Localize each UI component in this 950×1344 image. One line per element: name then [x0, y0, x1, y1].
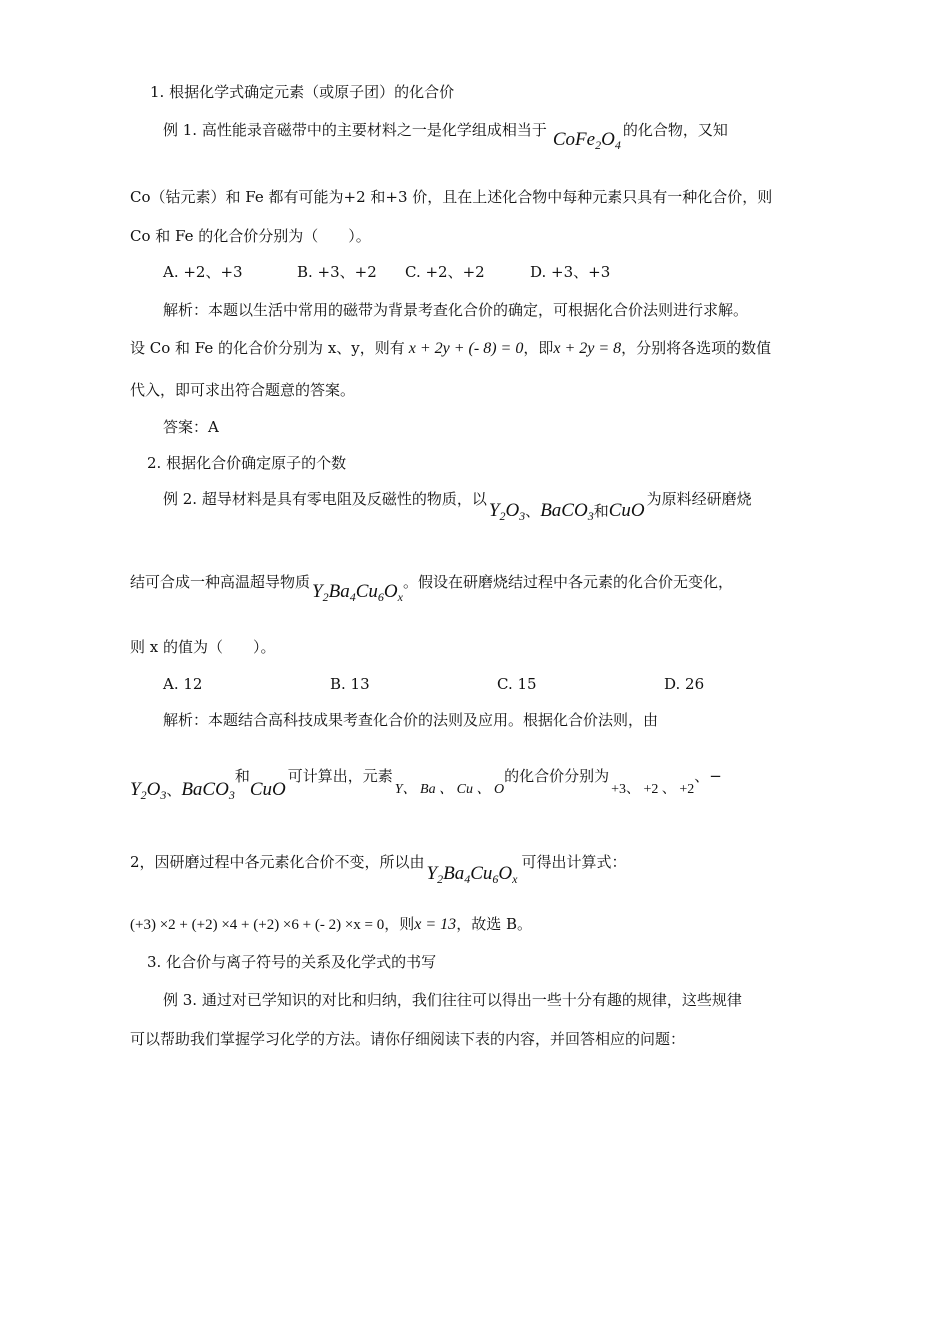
equation-2: x + 2y = 8 — [553, 340, 622, 357]
example1-text-b: 的化合物，又知 — [622, 121, 728, 139]
valence-list: +3、 +2 、 +2 — [611, 782, 695, 797]
calc-result: x = 13 — [414, 916, 457, 933]
example1-option-c: C. +2、+2 — [405, 263, 485, 281]
element-list: Y、 Ba 、 Cu 、 O — [394, 782, 505, 797]
example3-line1: 例 3. 通过对已学知识的对比和归纳，我们往往可以得出一些十分有趣的规律，这些规律 — [163, 991, 742, 1009]
example3-line2: 可以帮助我们掌握学习化学的方法。请你仔细阅读下表的内容，并回答相应的问题： — [130, 1030, 686, 1048]
analysis1-line2: 设 Co 和 Fe 的化合价分别为 x、y，则有 x + 2y + (- 8) = 0，即x + 2y = 8，分别将各选项的数值 — [130, 339, 772, 357]
example2-option-d: D. 26 — [664, 675, 705, 693]
formula-baco3-b: BaCO$_3$ — [181, 779, 235, 802]
calc-equation: (+3) ×2 + (+2) ×4 + (+2) ×6 + (- 2) ×x = 0 — [130, 917, 385, 933]
formula-y2o3: $Y_2O_3$ — [488, 500, 526, 523]
formula-y2o3-b: $Y_2O_3$ — [130, 779, 167, 802]
analysis2-line2: $Y_2O_3$、BaCO$_3$和CuO可计算出，元素Y、 Ba 、 Cu 、 O的化合价分别为+3、 +2 、 +2、− — [130, 767, 722, 802]
example2-line2: 结可合成一种高温超导物质 $Y_2Ba_4Cu_6O_x$。假设在研磨烧结过程中各元素的化合价无变化， — [130, 573, 733, 604]
formula-cofe2o4: $CoFe_2O_4$ — [552, 129, 621, 152]
formula-cuo: CuO — [608, 500, 645, 521]
analysis2-line1: 解析：本题结合高科技成果考查化合价的法则及应用。根据化合价法则，由 — [163, 711, 659, 729]
example2-option-c: C. 15 — [497, 675, 537, 693]
formula-baco3: BaCO$_3$ — [540, 500, 594, 523]
answer1: 答案：A — [163, 418, 219, 436]
analysis2-line3: 2，因研磨过程中各元素化合价不变，所以由$Y_2Ba_4Cu_6O_x$可得出计算式： — [130, 853, 627, 886]
example1-option-d: D. +3、+3 — [530, 263, 611, 281]
example1-option-b: B. +3、+2 — [297, 263, 377, 281]
analysis1-line3: 代入，即可求出符合题意的答案。 — [130, 381, 356, 399]
example2-line1: 例 2. 超导材料是具有零电阻及反磁性的物质，以$Y_2O_3$、BaCO$_3$和CuO为原料经研磨烧 — [163, 490, 752, 523]
example1-option-a: A. +2、+3 — [163, 263, 243, 281]
section2-heading: 2. 根据化合价确定原子的个数 — [147, 454, 347, 472]
section1-heading: 1. 根据化学式确定元素（或原子团）的化合价 — [150, 83, 455, 101]
example1-line2: Co（钴元素）和 Fe 都有可能为+2 和+3 价，且在上述化合物中每种元素只具有一种化合价，则 — [130, 188, 773, 206]
formula-superconductor-b: $Y_2Ba_4Cu_6O_x$ — [426, 863, 518, 886]
analysis1-line1: 解析：本题以生活中常用的磁带为背景考查化合价的确定，可根据化合价法则进行求解。 — [163, 301, 749, 319]
example2-option-b: B. 13 — [330, 675, 370, 693]
example1-text-a: 例 1. 高性能录音磁带中的主要材料之一是化学组成相当于 — [163, 121, 547, 139]
formula-superconductor: $Y_2Ba_4Cu_6O_x$ — [312, 581, 403, 604]
example1-line1 — [163, 120, 728, 152]
example1-line3: Co 和 Fe 的化合价分别为（ ）。 — [130, 227, 371, 245]
example2-option-a: A. 12 — [163, 675, 203, 693]
formula-cuo-b: CuO — [249, 779, 286, 800]
analysis2-line4: (+3) ×2 + (+2) ×4 + (+2) ×6 + (- 2) ×x = 0，则x = 13，故选 B。 — [130, 915, 532, 933]
section3-heading: 3. 化合价与离子符号的关系及化学式的书写 — [147, 953, 437, 971]
equation-1: x + 2y + (- 8) = 0 — [408, 340, 524, 357]
example2-line3: 则 x 的值为（ ）。 — [130, 638, 276, 656]
